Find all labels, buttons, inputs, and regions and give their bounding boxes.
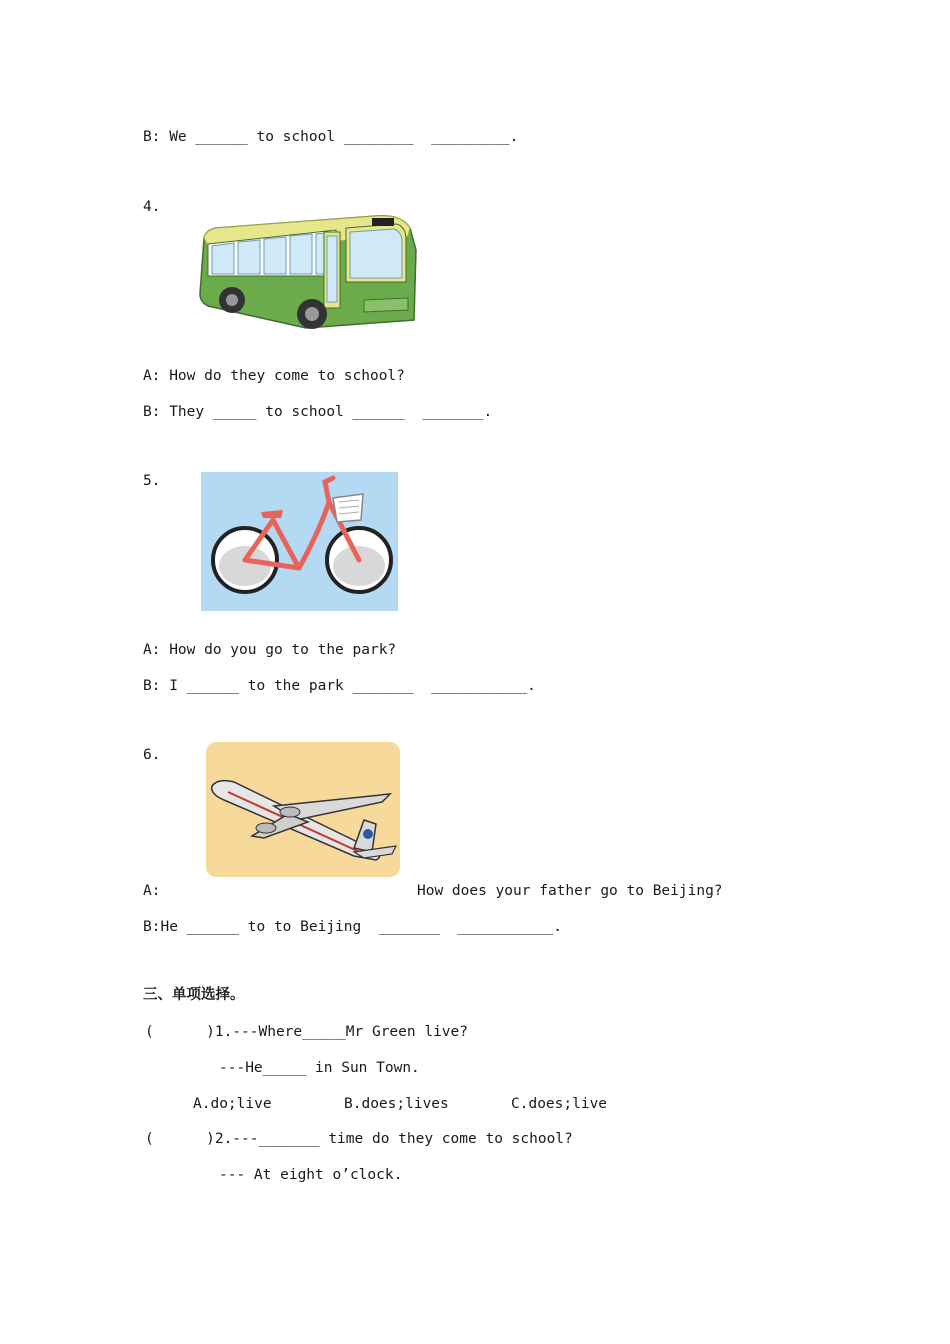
mc1-option-a: A.do;live — [193, 1096, 272, 1112]
q6-label-a: A: — [143, 883, 161, 899]
q6-question-a: How does your father go to Beijing? — [417, 883, 723, 899]
mc1-option-c: C.does;live — [511, 1096, 608, 1112]
section3-heading: 三、单项选择。 — [143, 987, 245, 1003]
mc1-answer: ---He_____ in Sun Town. — [219, 1060, 420, 1076]
q4-question-a: A: How do they come to school? — [143, 368, 405, 384]
mc1-option-b: B.does;lives — [344, 1096, 449, 1112]
q5-answer-b: B: I ______ to the park _______ ___________. — [143, 678, 536, 694]
bus-image — [196, 210, 420, 336]
q4-answer-b: B: They _____ to school ______ _______. — [143, 404, 493, 420]
q5-question-a: A: How do you go to the park? — [143, 642, 397, 658]
bicycle-image — [201, 472, 398, 611]
q4-number: 4. — [143, 199, 161, 215]
mc2-answer: --- At eight o’clock. — [219, 1167, 403, 1183]
q6-answer-b: B:He ______ to to Beijing _______ ___________. — [143, 919, 563, 935]
airplane-image — [204, 740, 402, 879]
q5-number: 5. — [143, 473, 161, 489]
q3-answer-b: B: We ______ to school ________ _________. — [143, 129, 519, 145]
mc1-question: ( )1.---Where_____Mr Green live? — [145, 1024, 469, 1040]
mc2-question: ( )2.---_______ time do they come to school? — [145, 1131, 573, 1147]
q6-number: 6. — [143, 747, 161, 763]
